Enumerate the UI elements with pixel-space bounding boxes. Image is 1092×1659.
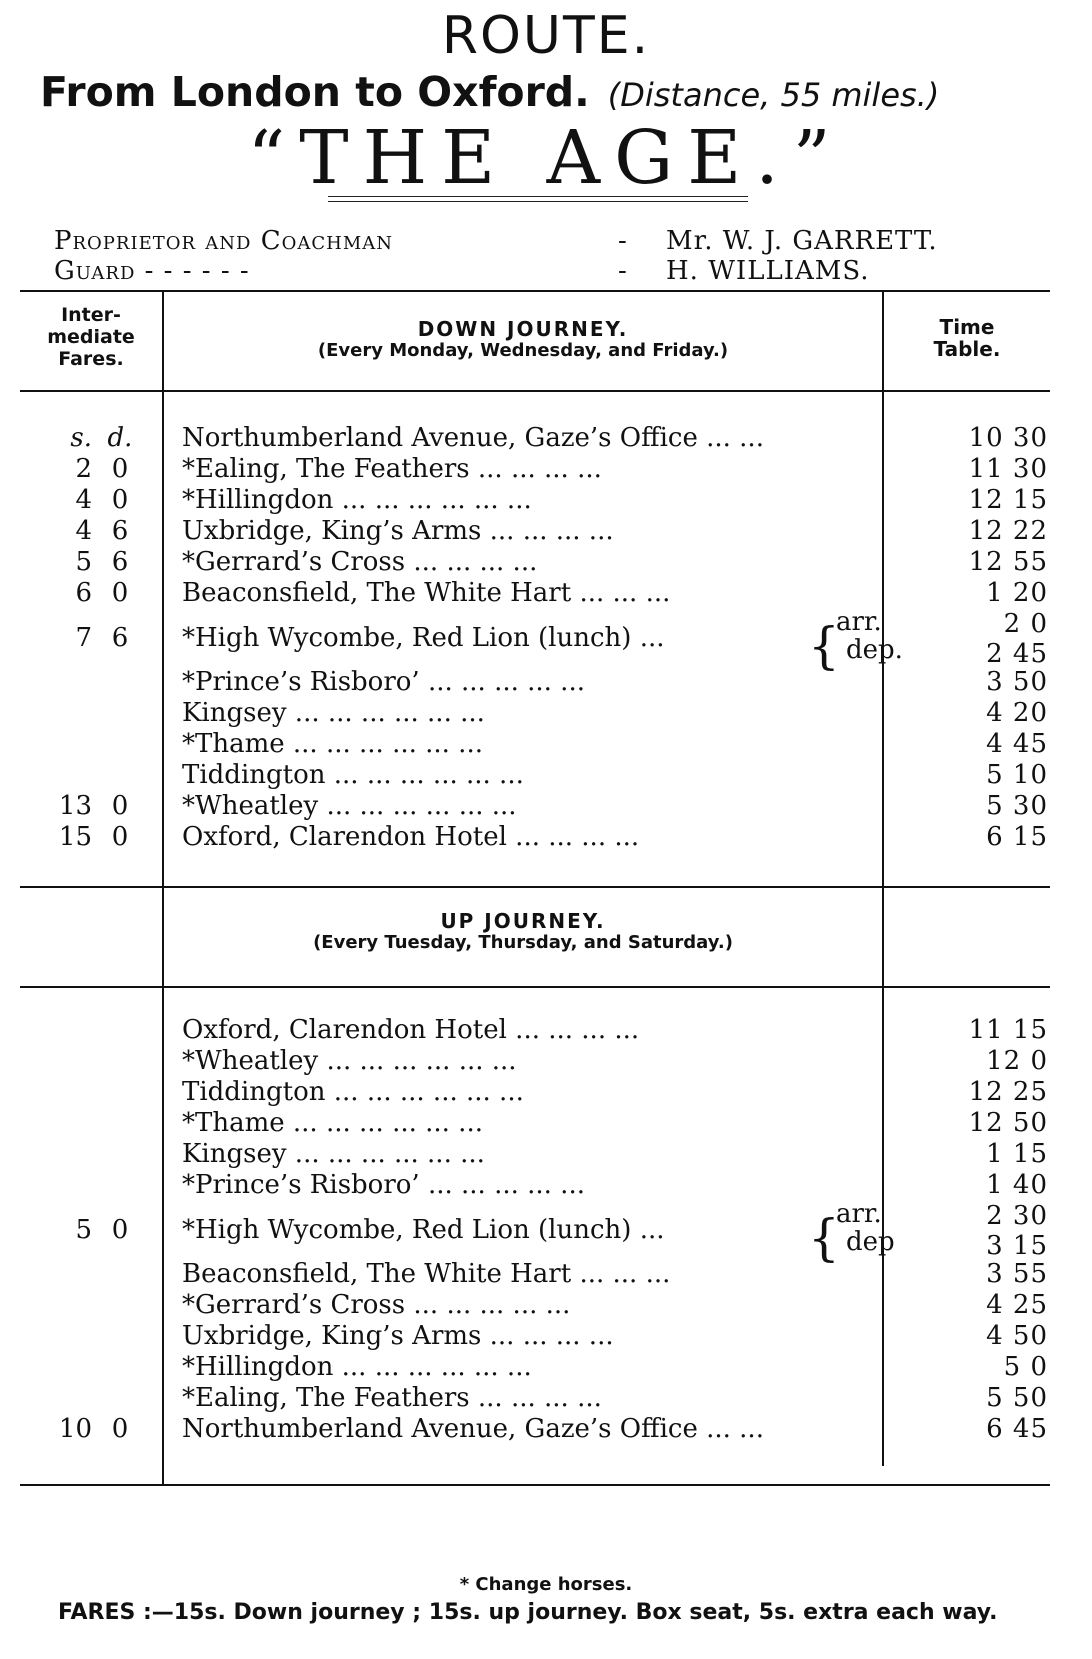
fare-shillings: 5 — [75, 547, 92, 577]
down-journey-title: DOWN JOURNEY. — [417, 317, 629, 341]
route-subtitle — [40, 66, 1060, 121]
timetable-row — [0, 697, 1092, 729]
stop-name: Northumberland Avenue, Gaze’s Office ... ... — [182, 423, 764, 453]
timetable-row — [0, 728, 1092, 760]
change-horses-note: * Change horses. — [459, 1574, 633, 1595]
stop-name: Beaconsfield, The White Hart ... ... ... — [182, 1259, 671, 1289]
fare-pence: 0 — [111, 822, 129, 852]
stop-name: *Prince’s Risboro’ ... ... ... ... ... — [182, 667, 585, 697]
staff-role: Guard - - - - - - — [54, 256, 250, 286]
stop-name: Oxford, Clarendon Hotel ... ... ... ... — [182, 1015, 640, 1045]
stop-name: Uxbridge, King’s Arms ... ... ... ... — [182, 1321, 614, 1351]
time-entry: 5 0 — [1003, 1352, 1048, 1382]
dep-label: dep — [846, 1227, 895, 1257]
down-bottom-rule — [20, 886, 1050, 888]
up-journey-header — [164, 910, 882, 954]
stop-name: *Hillingdon ... ... ... ... ... ... — [182, 1352, 532, 1382]
shillings-unit: s. — [70, 423, 92, 453]
time-entry: 5 50 — [986, 1383, 1048, 1413]
fare-shillings: 2 — [75, 454, 92, 484]
time-entry: 5 30 — [986, 791, 1048, 821]
stop-name: *High Wycombe, Red Lion (lunch) ... — [182, 623, 665, 653]
staff-name: H. WILLIAMS. — [666, 256, 870, 286]
fare-pence: 6 — [111, 547, 129, 577]
fare-shillings: 5 — [75, 1215, 92, 1245]
stop-name: *High Wycombe, Red Lion (lunch) ... — [182, 1215, 665, 1245]
fare-pence: 0 — [111, 1414, 129, 1444]
time-entry: 6 15 — [986, 822, 1048, 852]
departure-time: 2 45 — [986, 639, 1048, 669]
table-top-rule — [20, 290, 1050, 292]
stop-name: Northumberland Avenue, Gaze’s Office ... ... — [182, 1414, 764, 1444]
time-entry: 1 15 — [986, 1139, 1048, 1169]
fare-pence: 0 — [111, 454, 129, 484]
time-entry: 1 20 — [986, 578, 1048, 608]
time-entry: 12 22 — [968, 516, 1048, 546]
fare-shillings: 10 — [58, 1414, 92, 1444]
timetable-row — [0, 1076, 1092, 1108]
fares-column-header: Inter- mediate Fares. — [47, 304, 135, 370]
arr-dep-labels — [836, 1200, 895, 1256]
fare-shillings: 7 — [75, 623, 92, 653]
stop-name: *Gerrard’s Cross ... ... ... ... ... — [182, 1290, 571, 1320]
stop-name: *Wheatley ... ... ... ... ... ... — [182, 791, 517, 821]
timetable-row — [0, 484, 1092, 516]
timetable-row — [0, 1320, 1092, 1352]
header-bottom-rule — [20, 390, 1050, 392]
stop-name: *Gerrard’s Cross ... ... ... ... — [182, 547, 538, 577]
time-entry: 12 50 — [968, 1108, 1048, 1138]
fare-pence: 0 — [111, 578, 129, 608]
arr-dep-labels — [836, 608, 903, 664]
time-entry: 12 55 — [968, 547, 1048, 577]
up-journey-title: UP JOURNEY. — [440, 909, 606, 933]
arr-label: arr. — [836, 607, 882, 637]
timetable-row — [0, 1045, 1092, 1077]
timetable-row — [0, 1169, 1092, 1201]
timetable-row — [0, 1014, 1092, 1046]
timetable-row — [0, 1199, 1092, 1267]
stop-name: Beaconsfield, The White Hart ... ... ... — [182, 578, 671, 608]
route-text: From London to Oxford. — [40, 68, 590, 116]
stop-name: *Ealing, The Feathers ... ... ... ... — [182, 454, 602, 484]
timetable-row — [0, 607, 1092, 675]
fare-shillings: 4 — [75, 485, 92, 515]
arr-label: arr. — [836, 1199, 882, 1229]
timetable-row — [0, 790, 1092, 822]
stop-name: Kingsey ... ... ... ... ... ... — [182, 698, 485, 728]
time-entry: 11 15 — [968, 1015, 1048, 1045]
arrival-time: 2 30 — [986, 1201, 1048, 1231]
staff-dash: - — [618, 256, 628, 286]
title-rule-bottom — [328, 201, 748, 202]
down-journey-days: (Every Monday, Wednesday, and Friday.) — [317, 340, 729, 361]
fare-pence: 0 — [111, 485, 129, 515]
stop-name: Uxbridge, King’s Arms ... ... ... ... — [182, 516, 614, 546]
timetable-row — [0, 821, 1092, 853]
time-entry: 4 20 — [986, 698, 1048, 728]
stop-name: *Hillingdon ... ... ... ... ... ... — [182, 485, 532, 515]
time-entry: 12 15 — [968, 485, 1048, 515]
fare-shillings: 15 — [58, 822, 92, 852]
fares-note: FARES :—15s. Down journey ; 15s. up journey. Box seat, 5s. extra each way. — [58, 1600, 998, 1625]
staff-dash: - — [618, 226, 628, 256]
coach-name: “THE AGE.” — [247, 115, 845, 201]
time-entry: 12 25 — [968, 1077, 1048, 1107]
timetable-row — [0, 422, 1092, 454]
timetable-row — [0, 1351, 1092, 1383]
distance-text: (Distance, 55 miles.) — [607, 76, 940, 114]
brace-mark: { — [808, 617, 840, 675]
timetable-row — [0, 1413, 1092, 1445]
stop-name: *Thame ... ... ... ... ... ... — [182, 1108, 483, 1138]
stop-name: *Ealing, The Feathers ... ... ... ... — [182, 1383, 602, 1413]
stop-name: Kingsey ... ... ... ... ... ... — [182, 1139, 485, 1169]
pence-unit: d. — [107, 423, 133, 453]
stop-name: *Prince’s Risboro’ ... ... ... ... ... — [182, 1170, 585, 1200]
stop-name: *Wheatley ... ... ... ... ... ... — [182, 1046, 517, 1076]
fare-shillings: 13 — [58, 791, 92, 821]
stop-name: Oxford, Clarendon Hotel ... ... ... ... — [182, 822, 640, 852]
fare-shillings: 4 — [75, 516, 92, 546]
brace-mark: { — [808, 1209, 840, 1267]
time-entry: 3 50 — [986, 667, 1048, 697]
time-entry: 1 40 — [986, 1170, 1048, 1200]
timetable-row — [0, 515, 1092, 547]
staff-role: Proprietor and Coachman — [54, 226, 394, 256]
times-column-header: Time Table. — [933, 315, 1001, 361]
stop-name: Tiddington ... ... ... ... ... ... — [182, 760, 524, 790]
time-entry: 5 10 — [986, 760, 1048, 790]
timetable-row — [0, 759, 1092, 791]
page-title: ROUTE. — [441, 6, 651, 66]
arrival-time: 2 0 — [1003, 609, 1048, 639]
time-entry: 4 50 — [986, 1321, 1048, 1351]
title-rule-top — [328, 196, 748, 197]
timetable-row — [0, 1107, 1092, 1139]
timetable-row — [0, 577, 1092, 609]
time-entry: 12 0 — [986, 1046, 1048, 1076]
up-journey-days: (Every Tuesday, Thursday, and Saturday.) — [313, 932, 733, 953]
stop-name: *Thame ... ... ... ... ... ... — [182, 729, 483, 759]
departure-time: 3 15 — [986, 1231, 1048, 1261]
timetable-row — [0, 1289, 1092, 1321]
timetable-row — [0, 1382, 1092, 1414]
up-header-bottom-rule — [20, 986, 1050, 988]
time-entry: 10 30 — [968, 423, 1048, 453]
time-entry: 4 45 — [986, 729, 1048, 759]
staff-row-guard — [54, 256, 870, 286]
timetable-row — [0, 546, 1092, 578]
timetable-row — [0, 1258, 1092, 1290]
time-entry: 4 25 — [986, 1290, 1048, 1320]
fare-pence: 0 — [111, 791, 129, 821]
dep-label: dep. — [846, 635, 903, 665]
stop-name: Tiddington ... ... ... ... ... ... — [182, 1077, 524, 1107]
table-bottom-rule — [20, 1484, 1050, 1486]
fare-pence: 6 — [111, 623, 129, 653]
fare-pence: 0 — [111, 1215, 129, 1245]
down-journey-header — [164, 318, 882, 362]
fare-shillings: 6 — [75, 578, 92, 608]
timetable-row — [0, 1138, 1092, 1170]
time-entry: 3 55 — [986, 1259, 1048, 1289]
time-entry: 11 30 — [968, 454, 1048, 484]
fare-pence: 6 — [111, 516, 129, 546]
timetable-row — [0, 453, 1092, 485]
timetable-row — [0, 666, 1092, 698]
staff-row-proprietor — [54, 226, 938, 256]
time-entry: 6 45 — [986, 1414, 1048, 1444]
staff-name: Mr. W. J. GARRETT. — [666, 226, 938, 256]
